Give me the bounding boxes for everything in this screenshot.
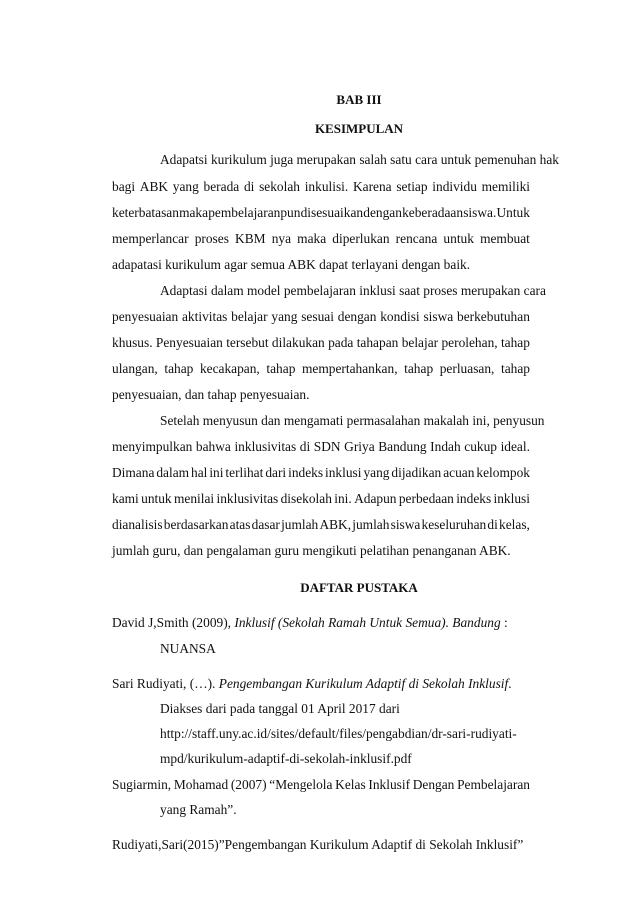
paragraph-1-line-1: Adapatsi kurikulum juga merupakan salah satu cara untuk pemenuhan hak bbox=[160, 152, 559, 167]
paragraph-2-line-3: khusus. Penyesuaian tersebut dilakukan pada tahapan belajar perolehan, tahap bbox=[112, 335, 530, 350]
reference-2-title: Pengembangan Kurikulum Adaptif di Sekolah Inklusif bbox=[218, 676, 509, 691]
paragraph-3-line-5: dianalisis berdasarkan atas dasar jumlah ABK, jumlah siswa keseluruhan di kelas, bbox=[112, 517, 530, 532]
chapter-number: BAB III bbox=[336, 92, 382, 107]
reference-2-accessed: Diakses dari pada tanggal 01 April 2017 dari bbox=[160, 701, 400, 716]
reference-2-url-2: mpd/kurikulum-adaptif-di-sekolah-inklusif.pdf bbox=[160, 751, 412, 766]
reference-2: Sari Rudiyati, (…). Pengembangan Kurikulum Adaptif di Sekolah Inklusif. bbox=[112, 676, 512, 691]
reference-4: Rudiyati,Sari(2015)”Pengembangan Kurikulum Adaptif di Sekolah Inklusif” bbox=[112, 837, 524, 852]
reference-3: Sugiarmin, Mohamad (2007) “Mengelola Kelas Inklusif Dengan Pembelajaran bbox=[112, 777, 530, 792]
paragraph-3-line-2: menyimpulkan bahwa inklusivitas di SDN Griya Bandung Indah cukup ideal. bbox=[112, 439, 530, 454]
reference-2-url-1: http://staff.uny.ac.id/sites/default/files/pengabdian/dr-sari-rudiyati- bbox=[160, 726, 517, 741]
paragraph-2-line-2: penyesuaian aktivitas belajar yang sesuai dengan kondisi siswa berkebutuhan bbox=[112, 309, 530, 324]
reference-1-continuation: NUANSA bbox=[160, 641, 216, 656]
paragraph-1-line-3: keterbatasan maka pembelajaranpun disesuaikan dengan keberadaan siswa. Untuk bbox=[112, 205, 530, 220]
reference-1: David J,Smith (2009), Inklusif (Sekolah Ramah Untuk Semua). Bandung : bbox=[112, 615, 508, 630]
paragraph-2-line-5: penyesuaian, dan tahap penyesuaian. bbox=[112, 387, 310, 402]
paragraph-3-line-3: Dimana dalam hal ini terlihat dari indeks inklusi yang dijadikan acuan kelompok bbox=[112, 465, 530, 480]
chapter-title: KESIMPULAN bbox=[314, 121, 404, 136]
references-heading: DAFTAR PUSTAKA bbox=[300, 580, 418, 595]
paragraph-3-line-4: kami untuk menilai inklusivitas disekolah ini. Adapun perbedaan indeks inklusi bbox=[112, 491, 530, 506]
paragraph-1-line-4: memperlancar proses KBM nya maka diperlukan rencana untuk membuat bbox=[112, 231, 530, 246]
paragraph-1-line-5: adapatasi kurikulum agar semua ABK dapat terlayani dengan baik. bbox=[112, 257, 471, 272]
paragraph-1-line-2: bagi ABK yang berada di sekolah inkulisi. Karena setiap individu memiliki bbox=[112, 179, 530, 194]
paragraph-2-line-4: ulangan, tahap kecakapan, tahap mempertahankan, tahap perluasan, tahap bbox=[112, 361, 530, 376]
reference-3-continuation: yang Ramah”. bbox=[160, 802, 237, 817]
paragraph-3-line-6: jumlah guru, dan pengalaman guru mengikuti pelatihan penanganan ABK. bbox=[112, 543, 511, 558]
paragraph-3-line-1: Setelah menyusun dan mengamati permasalahan makalah ini, penyusun bbox=[160, 413, 545, 428]
paragraph-2-line-1: Adaptasi dalam model pembelajaran inklusi saat proses merupakan cara bbox=[160, 283, 546, 298]
reference-1-title: Inklusif (Sekolah Ramah Untuk Semua). Bandung bbox=[234, 615, 501, 630]
